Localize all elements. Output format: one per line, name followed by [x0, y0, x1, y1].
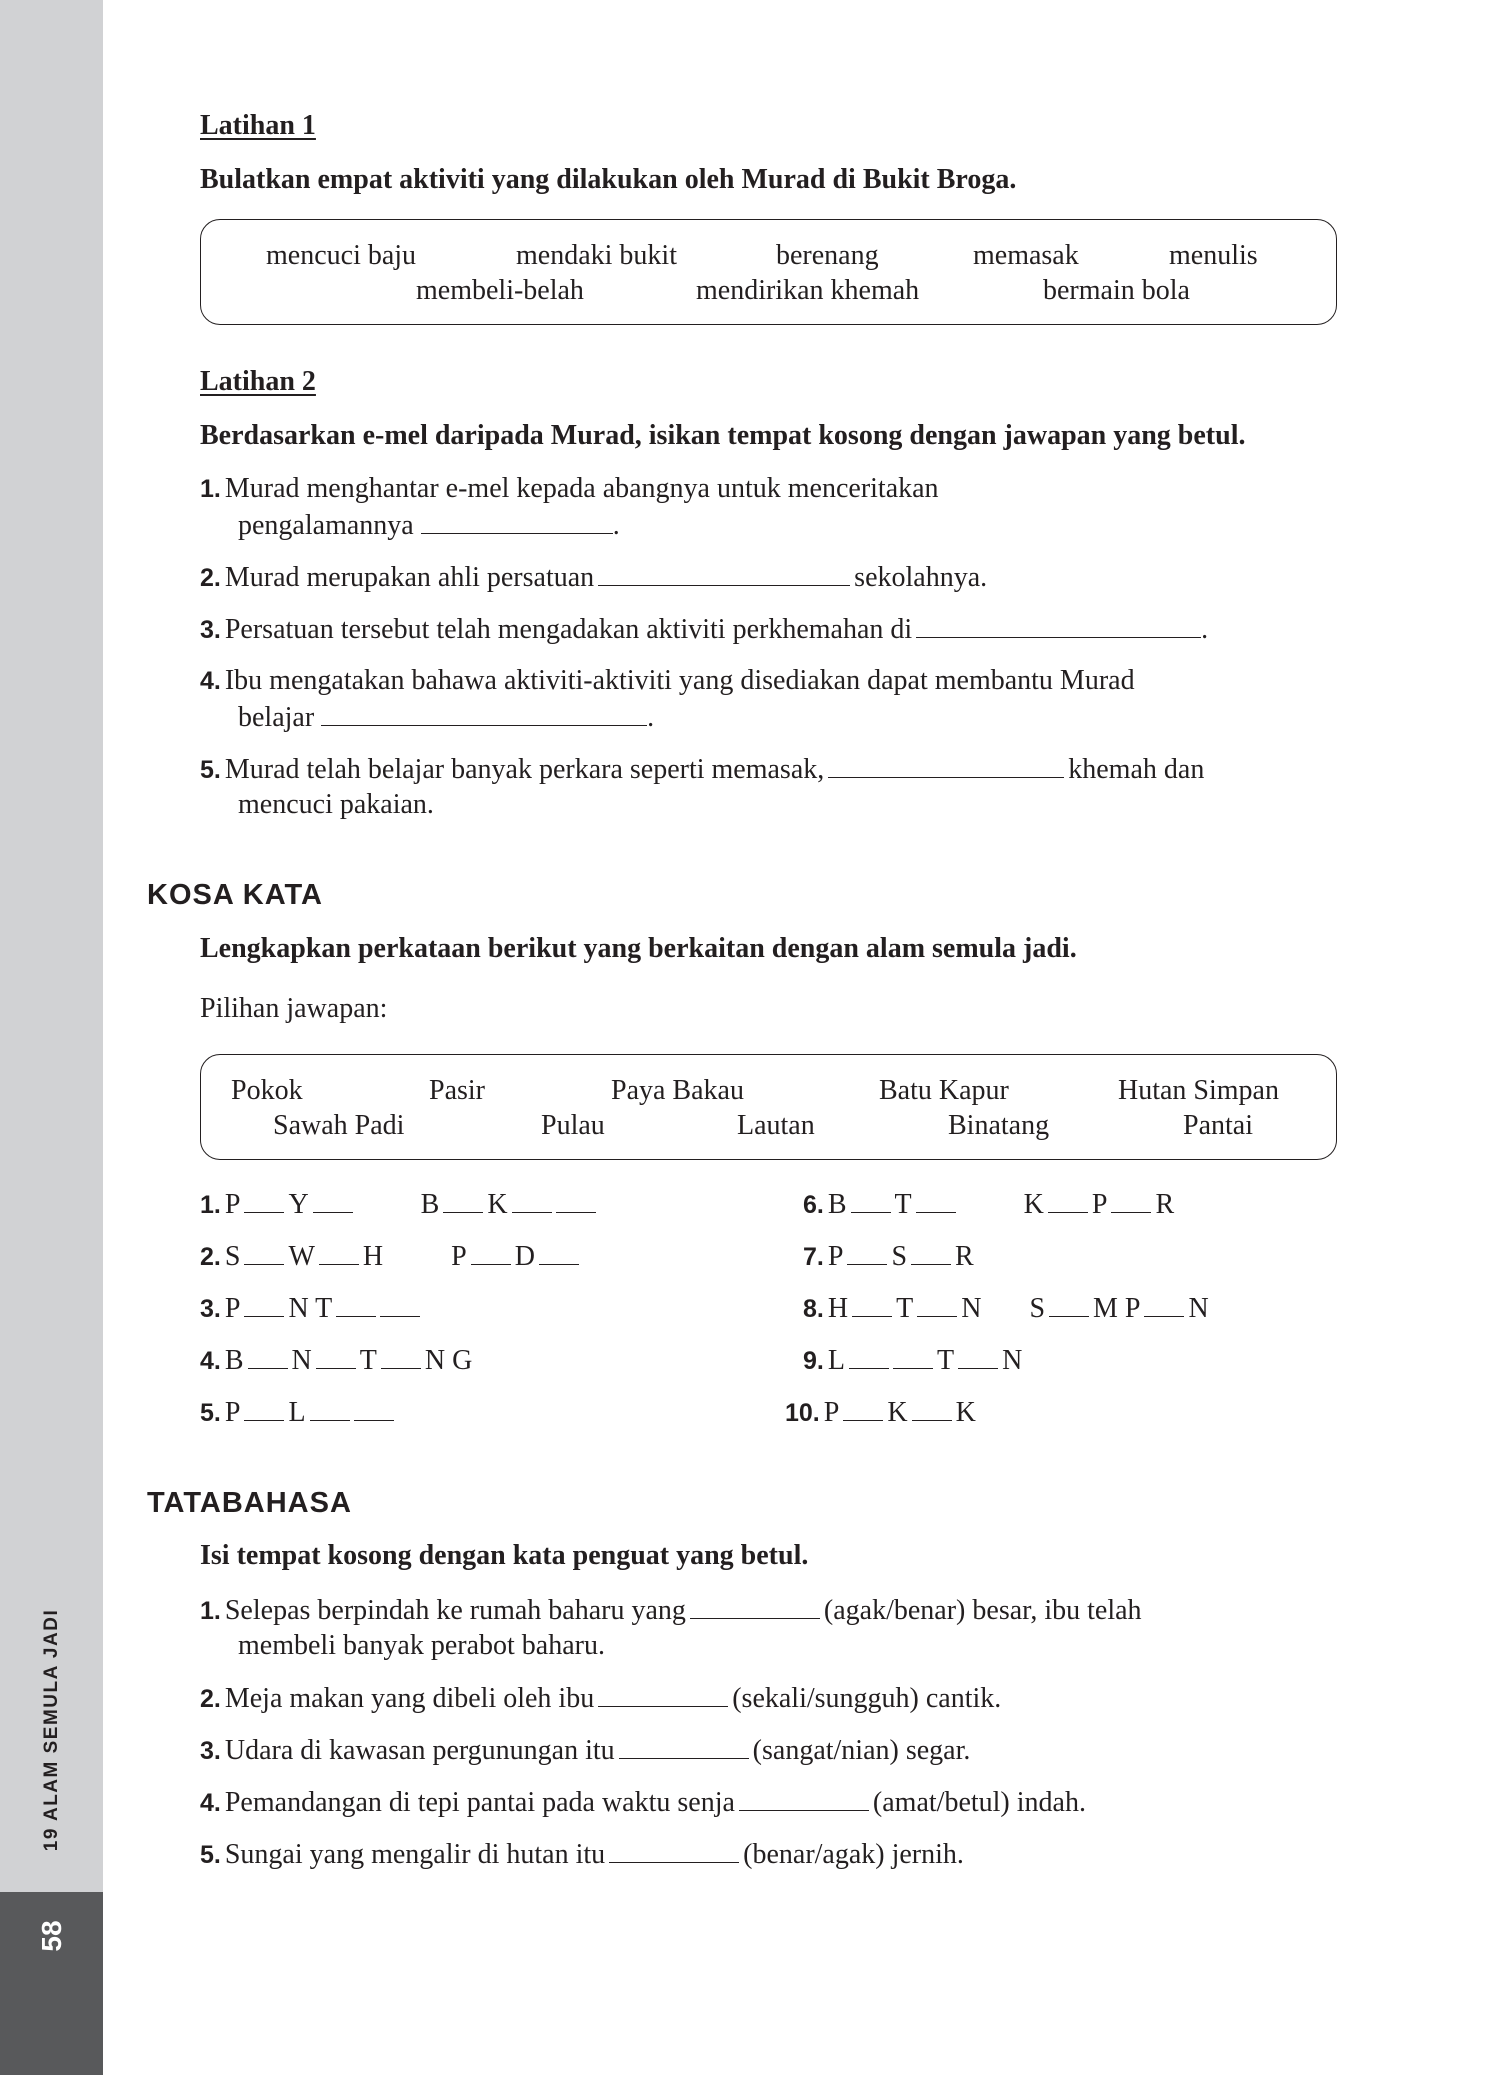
letter-blank[interactable] [916, 1188, 956, 1213]
letter-blank[interactable] [1048, 1188, 1088, 1213]
latihan2-item-continuation [238, 509, 620, 542]
item-number: 9. [803, 1347, 824, 1375]
item-text: Murad merupakan ahli persatuan [224, 562, 595, 593]
letter: B [224, 1345, 244, 1376]
word-puzzle [200, 1188, 596, 1221]
letter: M P [1093, 1293, 1141, 1324]
word-option[interactable]: mendirikan khemah [696, 275, 920, 306]
letter-blank[interactable] [443, 1188, 483, 1213]
latihan2-item [200, 613, 1208, 646]
item-text: Sungai yang mengalir di hutan itu [224, 1839, 606, 1870]
word-puzzle [200, 1396, 394, 1429]
latihan1-instruction: Bulatkan empat aktiviti yang dilakukan oleh Murad di Bukit Broga. [200, 164, 1017, 195]
answer-blank[interactable] [609, 1838, 739, 1863]
item-number: 5. [200, 1399, 221, 1427]
choice-word: Pulau [541, 1110, 605, 1141]
letter: K [487, 1189, 508, 1220]
letter-blank[interactable] [849, 1344, 889, 1369]
word-puzzle [200, 1344, 472, 1377]
tatabahasa-item [200, 1786, 1086, 1819]
choice-word: Pasir [429, 1075, 485, 1106]
letter: T [936, 1345, 955, 1376]
word-option[interactable]: memasak [973, 240, 1079, 271]
word-puzzle [803, 1240, 974, 1273]
letter: R [955, 1241, 974, 1272]
letter-blank[interactable] [958, 1344, 998, 1369]
item-number: 4. [200, 1347, 221, 1375]
item-number: 1. [200, 1191, 221, 1219]
choices-label: Pilihan jawapan: [200, 993, 388, 1024]
choice-word: Batu Kapur [879, 1075, 1009, 1106]
letter-blank[interactable] [1049, 1292, 1089, 1317]
letter-blank[interactable] [381, 1344, 421, 1369]
item-text: Murad menghantar e-mel kepada abangnya untuk menceritakan [224, 473, 939, 504]
item-number: 1. [200, 1597, 221, 1625]
tatabahasa-item [200, 1682, 1001, 1715]
item-text: Murad telah belajar banyak perkara seperti memasak, [224, 754, 825, 785]
word-puzzle [785, 1396, 976, 1429]
letter-blank[interactable] [316, 1344, 356, 1369]
answer-blank[interactable] [619, 1734, 749, 1759]
item-number: 7. [803, 1243, 824, 1271]
letter: P [451, 1241, 467, 1272]
item-text: Persatuan tersebut telah mengadakan aktiviti perkhemahan di [224, 614, 913, 645]
letter-blank[interactable] [912, 1396, 952, 1421]
letter-blank[interactable] [911, 1240, 951, 1265]
letter: L [288, 1397, 306, 1428]
item-text: pengalamannya [238, 510, 414, 541]
choice-word: Lautan [737, 1110, 815, 1141]
item-text: (amat/betul) indah. [872, 1787, 1086, 1818]
latihan2-item [200, 561, 987, 594]
item-number: 3. [200, 1737, 221, 1765]
letter: P [827, 1241, 844, 1272]
item-text: (agak/benar) besar, ibu telah [823, 1595, 1142, 1626]
item-text: khemah dan [1068, 754, 1205, 785]
letter-blank[interactable] [380, 1292, 420, 1317]
letter: K [955, 1397, 976, 1428]
item-text: . [647, 702, 655, 733]
answer-blank[interactable] [916, 613, 1201, 638]
item-number: 2. [200, 1243, 221, 1271]
letter: S [891, 1241, 908, 1272]
choice-word: Pokok [231, 1075, 303, 1106]
letter: L [827, 1345, 845, 1376]
letter: T [896, 1293, 914, 1324]
letter: N [291, 1345, 312, 1376]
tatabahasa-item [200, 1734, 970, 1767]
letter: Y [288, 1189, 309, 1220]
item-text: (sekali/sungguh) cantik. [732, 1683, 1002, 1714]
word-option[interactable]: mencuci baju [266, 240, 417, 271]
answer-blank[interactable] [598, 1682, 728, 1707]
word-puzzle [803, 1344, 1022, 1377]
letter: N G [424, 1345, 473, 1376]
item-text: Udara di kawasan pergunungan itu [224, 1735, 615, 1766]
letter: R [1155, 1189, 1175, 1220]
letter: H [827, 1293, 849, 1324]
item-text: (benar/agak) jernih. [743, 1839, 964, 1870]
item-number: 8. [803, 1295, 824, 1323]
letter-blank[interactable] [336, 1292, 376, 1317]
item-number: 4. [200, 1789, 221, 1817]
answer-blank[interactable] [828, 753, 1064, 778]
letter: P [224, 1293, 241, 1324]
letter: B [827, 1189, 847, 1220]
latihan2-heading: Latihan 2 [200, 366, 316, 397]
latihan2-item [200, 665, 1135, 697]
item-number: 6. [803, 1191, 824, 1219]
kosa-kata-choice-box [200, 1054, 1337, 1160]
word-option[interactable]: mendaki bukit [516, 240, 677, 271]
latihan2-item [200, 753, 1204, 786]
letter: K [1023, 1189, 1044, 1220]
letter: T [894, 1189, 912, 1220]
kosa-kata-heading: KOSA KATA [147, 879, 324, 911]
letter: P [1091, 1189, 1108, 1220]
letter-blank[interactable] [244, 1292, 284, 1317]
letter-blank[interactable] [248, 1344, 288, 1369]
word-option[interactable]: berenang [776, 240, 879, 271]
letter: N [961, 1293, 982, 1324]
kosa-kata-instruction: Lengkapkan perkataan berikut yang berkaitan dengan alam semula jadi. [200, 933, 1077, 964]
item-number: 2. [200, 1685, 221, 1713]
word-option[interactable]: membeli-belah [416, 275, 584, 306]
letter-blank[interactable] [852, 1292, 892, 1317]
letter-blank[interactable] [1144, 1292, 1184, 1317]
letter-blank[interactable] [917, 1292, 957, 1317]
letter-blank[interactable] [313, 1188, 353, 1213]
letter-blank[interactable] [244, 1396, 284, 1421]
letter: K [887, 1397, 908, 1428]
tatabahasa-item [200, 1838, 964, 1871]
item-text: Pemandangan di tepi pantai pada waktu senja [224, 1787, 735, 1818]
answer-blank[interactable] [421, 509, 613, 534]
letter: D [514, 1241, 535, 1272]
letter-blank[interactable] [310, 1396, 350, 1421]
letter: P [823, 1397, 840, 1428]
latihan2-item [200, 473, 939, 505]
answer-blank[interactable] [690, 1594, 820, 1619]
letter-blank[interactable] [556, 1188, 596, 1213]
tatabahasa-item-continuation: membeli banyak perabot baharu. [238, 1630, 605, 1661]
tatabahasa-heading: TATABAHASA [147, 1487, 352, 1519]
word-puzzle [200, 1240, 579, 1273]
word-option[interactable]: bermain bola [1043, 275, 1190, 306]
letter: W [288, 1241, 315, 1272]
letter-blank[interactable] [851, 1188, 891, 1213]
letter: B [420, 1189, 440, 1220]
latihan2-item-continuation: mencuci pakaian. [238, 789, 434, 820]
latihan2-instruction: Berdasarkan e-mel daripada Murad, isikan tempat kosong dengan jawapan yang betul. [200, 420, 1246, 451]
letter: P [224, 1397, 241, 1428]
letter: N T [288, 1293, 333, 1324]
letter-blank[interactable] [893, 1344, 933, 1369]
word-puzzle [200, 1292, 420, 1325]
letter: N [1002, 1345, 1023, 1376]
latihan1-word-box [200, 219, 1337, 325]
item-number: 2. [200, 564, 221, 592]
tatabahasa-item [200, 1594, 1142, 1627]
letter: T [359, 1345, 377, 1376]
answer-blank[interactable] [739, 1786, 869, 1811]
word-option[interactable]: menulis [1169, 240, 1258, 271]
item-text: Meja makan yang dibeli oleh ibu [224, 1683, 595, 1714]
item-text: . [612, 510, 620, 541]
item-text: belajar [238, 702, 315, 733]
latihan1-heading: Latihan 1 [200, 110, 316, 141]
item-number: 10. [785, 1399, 820, 1427]
choice-word: Pantai [1183, 1110, 1253, 1141]
item-text: . [1201, 614, 1209, 645]
letter: S [224, 1241, 241, 1272]
item-number: 5. [200, 756, 221, 784]
item-text: Selepas berpindah ke rumah baharu yang [224, 1595, 686, 1626]
letter-blank[interactable] [244, 1240, 284, 1265]
choice-word: Hutan Simpan [1118, 1075, 1279, 1106]
letter-blank[interactable] [847, 1240, 887, 1265]
item-number: 1. [200, 475, 221, 503]
page-number: 58 [36, 1920, 67, 1952]
choice-word: Sawah Padi [273, 1110, 405, 1141]
letter-blank[interactable] [244, 1188, 284, 1213]
answer-blank[interactable] [598, 561, 850, 586]
letter-blank[interactable] [319, 1240, 359, 1265]
letter-blank[interactable] [843, 1396, 883, 1421]
letter: S [1029, 1293, 1046, 1324]
letter-blank[interactable] [512, 1188, 552, 1213]
choice-word: Paya Bakau [611, 1075, 744, 1106]
letter: P [224, 1189, 241, 1220]
word-puzzle [803, 1292, 1209, 1325]
item-text: (sangat/nian) segar. [752, 1735, 971, 1766]
choice-word: Binatang [948, 1110, 1050, 1141]
word-puzzle [803, 1188, 1174, 1221]
letter-blank[interactable] [354, 1396, 394, 1421]
item-number: 3. [200, 616, 221, 644]
tatabahasa-instruction: Isi tempat kosong dengan kata penguat yang betul. [200, 1540, 809, 1571]
chapter-title: 19 ALAM SEMULA JADI [41, 1608, 62, 1852]
answer-blank[interactable] [321, 701, 647, 726]
item-number: 3. [200, 1295, 221, 1323]
item-number: 4. [200, 667, 221, 695]
letter-blank[interactable] [1111, 1188, 1151, 1213]
latihan2-item-continuation [238, 701, 654, 734]
item-text: sekolahnya. [854, 562, 988, 593]
letter-blank[interactable] [539, 1240, 579, 1265]
item-text: Ibu mengatakan bahawa aktiviti-aktiviti yang disediakan dapat membantu Murad [224, 665, 1135, 696]
letter: H [362, 1241, 384, 1272]
letter: N [1188, 1293, 1209, 1324]
letter-blank[interactable] [471, 1240, 511, 1265]
item-number: 5. [200, 1841, 221, 1869]
